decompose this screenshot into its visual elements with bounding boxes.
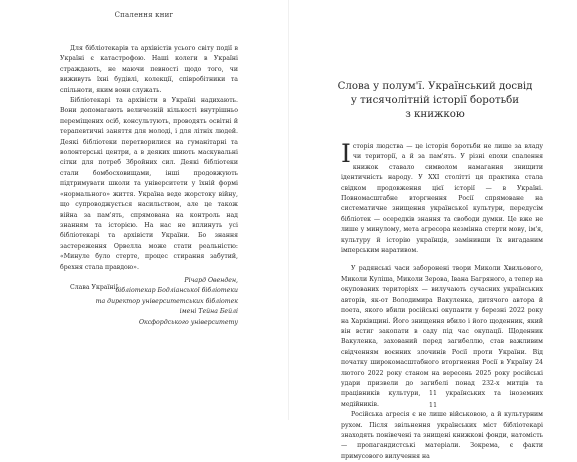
paragraph-text: сторія людства — це історія боротьби не лише за владу чи території, а й за пам'ять. У різні епохи спалення книжок ставало символом намагання знищити ідентичність народу. У XXI столітті ця практика стала свідком продовження цієї історії — в Україні. Повномасштабне вторгнення Росії спрямоване на систематичне знищення української культури, передусім бібліотек — осередків знання та свободи думки. Це вже не лише у минулому, мета агресора незмінна стерти мову, ім'я, культуру й історію українців, замінивши їх вигаданим імперським наративом. bbox=[341, 143, 543, 255]
paragraph: У радянські часи заборонені твори Миколи Хвильового, Миколи Куліша, Миколи Зерова, Івана Багряного, а тепер на окупованих територіях — вилучають сучасних українських авторів, як-от Володимира Вакуленка, дитячого автора й поета, якого вбили російські окупанти у березні 2022 року на Харківщині. Його знищення вбило і його щоденник, який він встиг закопати в саду під час окупації. Щоденник Вакуленка, захований перед загибеллю, став важливим свідченням воєнних злочинів Росії проти України. Від початку широкомасштабного вторгнення Росії в Україну 24 лютого 2022 року станом на вересень 2025 року російські удари призвели до загибелі понад 232-х митців та працівників культури, 11 українських та іноземних медійників. bbox=[341, 265, 543, 408]
signature-line: Річард Овенден, bbox=[184, 277, 238, 284]
foreword-text bbox=[60, 44, 238, 293]
signature-line: імені Тейна Бейлі bbox=[179, 308, 238, 316]
paragraph: Для бібліотекарів та архівістів усього світу події в Україні є катастрофою. Наші колеги в Україні страждають, не маючи певності щодо того, чи виживуть їхні будівлі, колекції, співробітники та спільноти, яким вони служать. bbox=[60, 45, 238, 94]
chapter-text bbox=[341, 139, 543, 462]
signature-line: бібліотекар Бодліанської бібліотеки bbox=[115, 287, 238, 295]
signature-block bbox=[60, 276, 238, 328]
signature-line: та директор університетських бібліотек bbox=[95, 297, 238, 305]
signature-line: Оксфордського університету bbox=[138, 318, 238, 326]
chapter-title-line: Слова у полум'ї. Український досвід bbox=[337, 81, 533, 92]
closing-line: Слава Україні! bbox=[70, 283, 119, 291]
paragraph: Бібліотекарі та архівісти в Україні надихають. Вони допомагають величезній кількості внутрішньо переміщених осіб, консультують, проводять освітні й терапевтичні заняття для молоді, і для літніх людей. Деякі бібліотеки перетворилися на гуманітарні та волонтерські центри, а в деяких шиють маскувальні сітки для потреб Збройних сил. Деякі бібліотеки стали бомбосховищами, інші продовжують підтримувати школи та університети у їхній формі «нормального» життя. Україна веде жорстоку війну, що супроводжується насильством, але це також війна за пам'ять, спрямована на контроль над знанням та історією. На нас не вплинуть усі бібліотекарі та архівісти України. Бо знання застереження Орвелла може стати реальністю: «Минуле було стерте, процес стирання забутий, брехня стала правдою». bbox=[60, 97, 238, 271]
running-head: Спалення книг bbox=[114, 11, 174, 19]
chapter-title bbox=[319, 80, 551, 122]
page-number: 11 bbox=[428, 401, 438, 409]
left-page bbox=[0, 0, 288, 420]
drop-cap: І bbox=[341, 139, 351, 168]
chapter-title-line: з книжкою bbox=[405, 109, 465, 120]
right-page bbox=[289, 0, 577, 460]
paragraph: Російська агресія є не лише військовою, а й культурним рухом. Після звільнення українських міст бібліотекарі знаходять понівечені та знищені книжкові фонди, натомість — пропагандистські матеріали. Зокрема, є факти примусового вилучення на bbox=[341, 411, 543, 460]
chapter-title-line: у тисячолітній історії боротьби bbox=[350, 95, 520, 106]
paragraph bbox=[341, 139, 543, 256]
